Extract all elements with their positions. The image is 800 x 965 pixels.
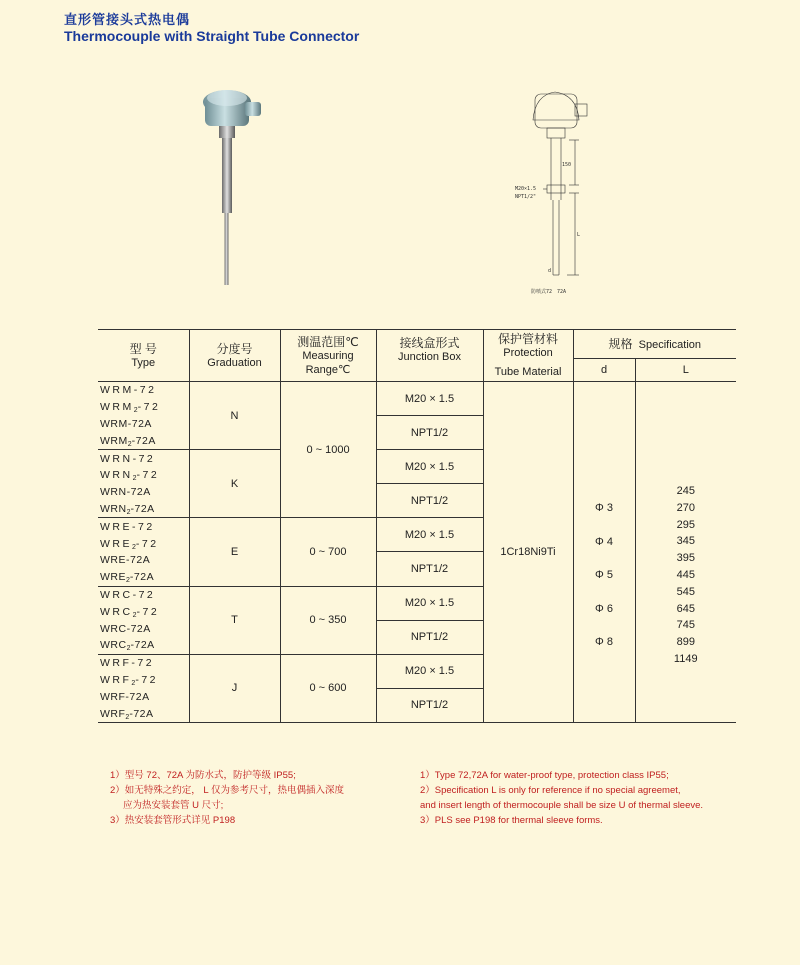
junction-box-cell: M20 × 1.5: [376, 586, 483, 620]
range-cell: 0 ~ 600: [280, 654, 376, 722]
length-value: 345: [676, 535, 695, 548]
dimension-drawing: [505, 80, 625, 300]
type-cell: WRN-72A: [98, 484, 189, 501]
length-value: 445: [676, 568, 695, 581]
header-material: 保护管材料 Protection Tube Material: [483, 330, 573, 382]
note-en-3: 3）PLS see P198 for thermal sleeve forms.: [420, 815, 603, 826]
length-value: 899: [676, 636, 695, 649]
type-cell: WRF2-72: [98, 672, 189, 689]
note-cn-2: 2）如无特殊之约定， L 仅为参考尺寸，热电偶插入深度: [110, 785, 344, 796]
length-value: 745: [676, 619, 695, 632]
range-cell: 0 ~ 1000: [280, 382, 376, 518]
junction-box-cell: NPT1/2: [376, 620, 483, 654]
type-cell: WRE2-72A: [98, 569, 189, 586]
diameter-list: [573, 382, 635, 723]
junction-box-cell: NPT1/2: [376, 552, 483, 586]
junction-box-cell: M20 × 1.5: [376, 654, 483, 688]
length-value: 645: [676, 602, 695, 615]
length-label: L: [577, 232, 581, 238]
type-cell: WRM-72: [98, 382, 189, 399]
type-cell: WRF2-72A: [98, 705, 189, 722]
diameter-value: Φ 4: [595, 535, 613, 548]
note-en-2b: and insert length of thermocouple shall be size U of thermal sleeve.: [420, 800, 704, 811]
note-cn-3: 3）热安装套管形式详见 P198: [110, 815, 236, 826]
drawing-caption: 防喷式72 72A: [531, 289, 567, 295]
length-value: 1149: [673, 652, 698, 665]
type-cell: WRE2-72: [98, 535, 189, 552]
note-en-2: 2）Specification L is only for reference if no special agreemet,: [420, 785, 681, 796]
type-cell: WRM2-72A: [98, 432, 189, 449]
range-cell: 0 ~ 700: [280, 518, 376, 586]
note-cn-2b: 应为热安装套管 U 尺寸;: [123, 800, 224, 811]
graduation-cell: T: [189, 586, 280, 654]
note-en-1: 1）Type 72,72A for water-proof type, protection class IP55;: [420, 770, 669, 781]
type-cell: WRN-72: [98, 450, 189, 467]
type-cell: WRN2-72: [98, 467, 189, 484]
header-specification: 规格 Specification: [573, 330, 736, 359]
diameter-value: Φ 3: [595, 502, 613, 514]
header-type: 型 号 Type: [98, 330, 189, 382]
type-cell: WRE-72: [98, 518, 189, 535]
diameter-label: d: [548, 268, 552, 274]
graduation-cell: N: [189, 382, 280, 450]
header-range: 测温范围℃ Measuring Range℃: [280, 330, 376, 382]
header-graduation: 分度号 Graduation: [189, 330, 280, 382]
product-photo: [195, 80, 285, 285]
material-cell: 1Cr18Ni9Ti: [483, 382, 573, 723]
diameter-value: Φ 8: [595, 636, 613, 649]
thread-label: M20×1.5: [515, 186, 537, 192]
dim-150-label: 150: [562, 162, 572, 168]
length-value: 295: [676, 518, 695, 531]
junction-box-cell: NPT1/2: [376, 416, 483, 450]
header-L: L: [635, 359, 736, 382]
length-value: 545: [676, 585, 695, 598]
type-cell: WRC-72: [98, 586, 189, 603]
notes-chinese: [110, 768, 344, 828]
notes-english: [420, 768, 703, 828]
header-d: d: [573, 359, 635, 382]
type-cell: WRF-72: [98, 654, 189, 671]
type-cell: WRC-72A: [98, 620, 189, 637]
range-cell: 0 ~ 350: [280, 586, 376, 654]
junction-box-cell: M20 × 1.5: [376, 450, 483, 484]
junction-box-cell: M20 × 1.5: [376, 518, 483, 552]
type-cell: WRF-72A: [98, 688, 189, 705]
type-cell: WRC2-72: [98, 603, 189, 620]
type-cell: WRE-72A: [98, 552, 189, 569]
type-cell: WRM2-72: [98, 399, 189, 416]
junction-box-cell: M20 × 1.5: [376, 382, 483, 416]
length-value: 245: [676, 485, 695, 497]
note-cn-1: 1）型号 72、72A 为防水式，防护等级 IP55;: [110, 770, 296, 781]
table-row: [98, 382, 736, 399]
junction-box-cell: NPT1/2: [376, 484, 483, 518]
title-chinese: 直形管接头式热电偶: [64, 12, 191, 27]
length-value: 270: [676, 501, 695, 514]
graduation-cell: J: [189, 654, 280, 722]
spec-table: [98, 329, 736, 723]
length-list: [635, 382, 736, 723]
npt-label: NPT1/2": [515, 194, 537, 200]
header-junction-box: 接线盒形式 Junction Box: [376, 330, 483, 382]
type-cell: WRM-72A: [98, 416, 189, 433]
type-cell: WRC2-72A: [98, 637, 189, 654]
graduation-cell: E: [189, 518, 280, 586]
diameter-value: Φ 5: [595, 569, 613, 582]
diameter-value: Φ 6: [595, 602, 613, 615]
junction-box-cell: NPT1/2: [376, 688, 483, 722]
length-value: 395: [676, 552, 695, 565]
title-english: Thermocouple with Straight Tube Connector: [64, 28, 360, 44]
graduation-cell: K: [189, 450, 280, 518]
type-cell: WRN2-72A: [98, 501, 189, 518]
